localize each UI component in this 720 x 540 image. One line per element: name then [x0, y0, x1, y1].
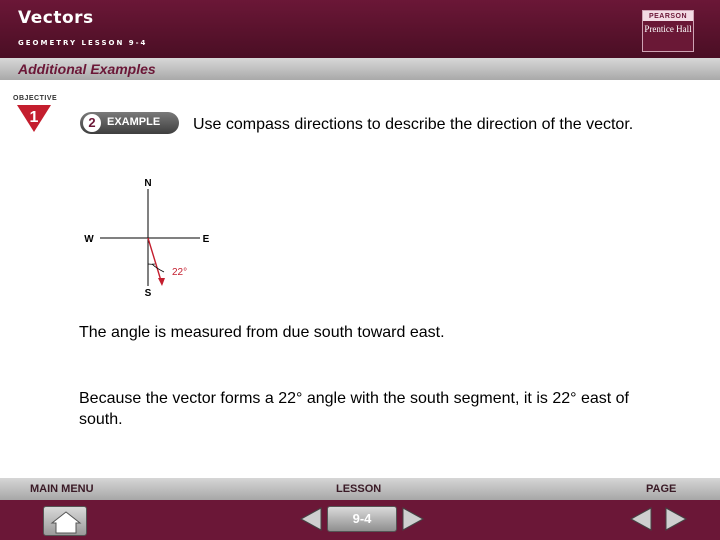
west-label: W — [84, 234, 94, 245]
previous-page-arrow-icon[interactable] — [627, 506, 653, 532]
objective-label: OBJECTIVE — [13, 95, 58, 102]
next-page-arrow-icon[interactable] — [664, 506, 690, 532]
logo-top-text: PEARSON — [643, 11, 693, 21]
objective-number-icon — [17, 103, 51, 133]
objective-number: 1 — [29, 109, 39, 126]
problem-statement: Use compass directions to describe the direction of the vector. — [193, 116, 634, 133]
page-title: Vectors — [18, 8, 94, 28]
angle-label: 22° — [172, 267, 188, 278]
vector-line — [148, 238, 162, 284]
lesson-subtitle: GEOMETRY LESSON 9-4 — [18, 39, 148, 47]
explanation-line-1: The angle is measured from due south toward east. — [79, 324, 445, 341]
section-label: Additional Examples — [18, 61, 156, 77]
vector-arrowhead — [158, 278, 165, 286]
east-label: E — [202, 234, 210, 245]
previous-lesson-arrow-icon[interactable] — [297, 506, 323, 532]
page-label: PAGE — [646, 483, 677, 495]
next-lesson-arrow-icon[interactable] — [401, 506, 427, 532]
example-number: 2 — [83, 114, 101, 132]
lesson-number-button[interactable]: 9-4 — [327, 506, 397, 532]
section-bar — [0, 58, 720, 80]
footer-strip — [0, 478, 720, 500]
example-label: EXAMPLE — [107, 116, 161, 128]
example-badge — [80, 112, 179, 134]
main-menu-label: MAIN MENU — [30, 483, 94, 495]
compass-vector-diagram — [78, 172, 228, 302]
lesson-label: LESSON — [336, 483, 382, 495]
header-bar — [0, 0, 720, 58]
south-label: S — [144, 288, 152, 299]
explanation-line-2: Because the vector forms a 22° angle with the south segment, it is 22° east of south. — [79, 390, 629, 428]
publisher-logo — [642, 10, 694, 52]
home-icon — [44, 507, 88, 537]
logo-bottom-text: Prentice Hall — [644, 24, 692, 34]
home-button[interactable] — [43, 506, 87, 536]
north-label: N — [144, 178, 152, 189]
